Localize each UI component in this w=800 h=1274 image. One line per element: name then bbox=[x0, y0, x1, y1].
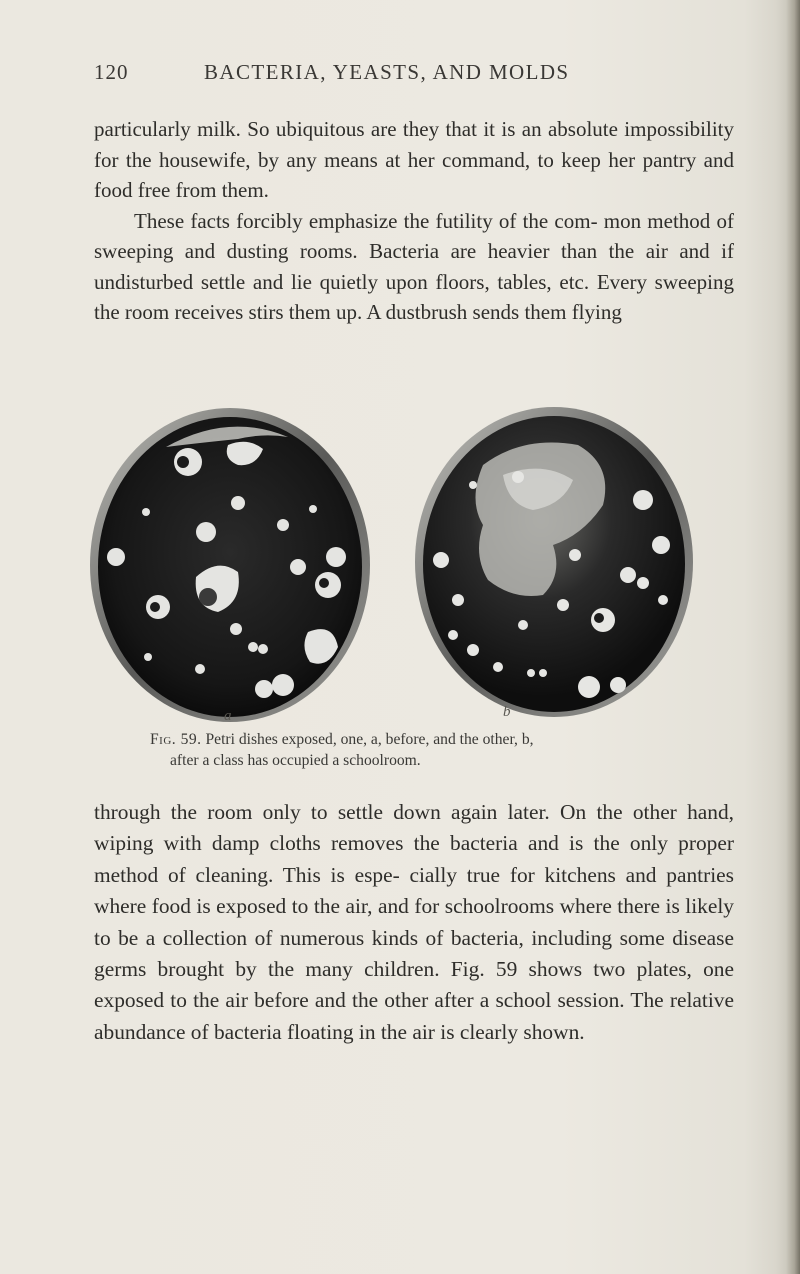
page-number: 120 bbox=[94, 60, 129, 84]
paragraph-sweeping: These facts forcibly emphasize the futility of the com- mon method of sweeping and dusting rooms. Bacteria are heavier than the air and if undisturbed settle and lie quietly upon floors, tables, etc. Every sweeping the room receives stirs them up. A dustbrush sends them flying bbox=[94, 208, 734, 324]
running-head bbox=[94, 60, 734, 90]
caption-line-2: after a class has occupied a schoolroom. bbox=[170, 752, 421, 769]
page-edge-shadow bbox=[786, 0, 800, 1274]
body-text-bottom bbox=[94, 797, 734, 1048]
paragraph-continued: particularly milk. So ubiquitous are they that it is an absolute impossibility for the housewife, by any means at her command, to keep her pantry and food free from them. bbox=[94, 117, 734, 202]
petri-dish-b-image bbox=[413, 405, 695, 720]
paragraph-wiping: through the room only to settle down again later. On the other hand, wiping with damp cloths removes the bacteria and is the only proper method of cleaning. This is espe- cially true for kitchens and pantries where food is exposed to the air, and for schoolrooms where there is likely to be a collection of numerous kinds of bacteria, including some disease germs brought by the many children. Fig. 59 shows two plates, one exposed to the air before and the other after a school session. The relative abundance of bacteria floating in the air is clearly shown. bbox=[94, 800, 734, 1044]
running-title: BACTERIA, YEASTS, AND MOLDS bbox=[204, 60, 570, 84]
body-text-top bbox=[94, 114, 734, 328]
caption-figure-number: Fig. 59. bbox=[150, 731, 202, 748]
dish-label-a: a bbox=[224, 708, 232, 724]
figure-caption bbox=[150, 729, 730, 771]
petri-dish-a-image bbox=[88, 407, 373, 725]
caption-line-1: Petri dishes exposed, one, a, before, and the other, b, bbox=[205, 731, 534, 748]
figure-59 bbox=[88, 405, 708, 725]
dish-label-b: b bbox=[503, 704, 511, 720]
